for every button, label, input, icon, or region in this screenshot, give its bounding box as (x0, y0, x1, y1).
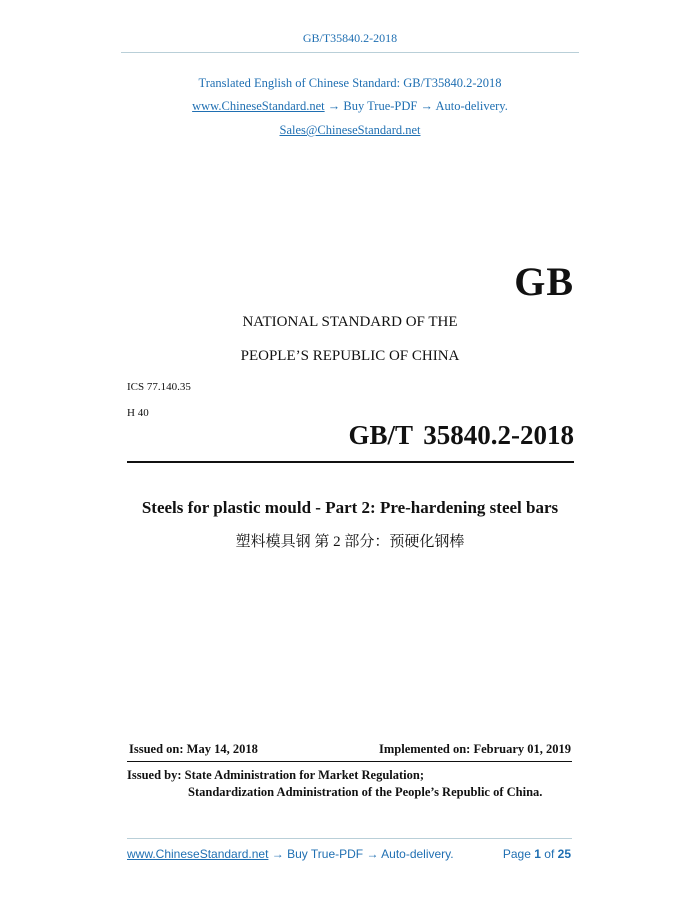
title-chinese: 塑料模具钢 第 2 部分：预硬化钢棒 (235, 534, 465, 550)
footer-divider (127, 838, 572, 839)
page-of-label: of (544, 847, 555, 861)
footer-buy-pdf-link[interactable]: Buy True-PDF (287, 847, 364, 861)
issued-by-line-2: Standardization Administration of the People’s Republic of China. (188, 785, 543, 799)
page-current: 1 (534, 847, 541, 861)
standard-number: GB/T 35840.2-2018 (348, 420, 574, 450)
translated-notice: Translated English of Chinese Standard: GB/T35840.2-2018 (198, 76, 502, 90)
footer-site-link[interactable]: www.ChineseStandard.net (127, 847, 269, 861)
arrow-icon: → (324, 99, 344, 113)
national-standard-line-1: NATIONAL STANDARD OF THE (242, 314, 458, 330)
buy-pdf-link[interactable]: Buy True-PDF (343, 99, 418, 113)
issued-by-line-1: Issued by: State Administration for Market Regulation; (127, 768, 424, 782)
header-divider (121, 52, 579, 53)
auto-delivery-text: Auto-delivery. (435, 99, 508, 113)
arrow-icon: → (363, 847, 382, 861)
header-doc-id: GB/T35840.2-2018 (302, 31, 398, 45)
page-total: 25 (557, 847, 571, 861)
implemented-on-date: Implemented on: February 01, 2019 (379, 742, 571, 756)
page-label: Page (502, 847, 531, 861)
gb-logo: GB (514, 259, 574, 304)
issued-on-date: Issued on: May 14, 2018 (129, 742, 258, 756)
banner-links (0, 99, 700, 114)
national-standard-line-2: PEOPLE’S REPUBLIC OF CHINA (240, 348, 460, 364)
page-indicator (503, 847, 571, 861)
footer-auto-delivery-text: Auto-delivery. (381, 847, 454, 861)
dates-rule (127, 761, 572, 762)
ics-code: ICS 77.140.35 (127, 381, 191, 393)
h-code: H 40 (127, 407, 149, 419)
footer-links (127, 847, 454, 861)
email-line (0, 123, 700, 138)
arrow-icon: → (417, 99, 436, 113)
standard-number-rule (127, 461, 574, 463)
arrow-icon: → (268, 847, 288, 861)
title-english: Steels for plastic mould - Part 2: Pre-hardening steel bars (141, 498, 559, 517)
email-link[interactable]: Sales@ChineseStandard.net (279, 123, 421, 137)
site-link[interactable]: www.ChineseStandard.net (192, 99, 325, 113)
